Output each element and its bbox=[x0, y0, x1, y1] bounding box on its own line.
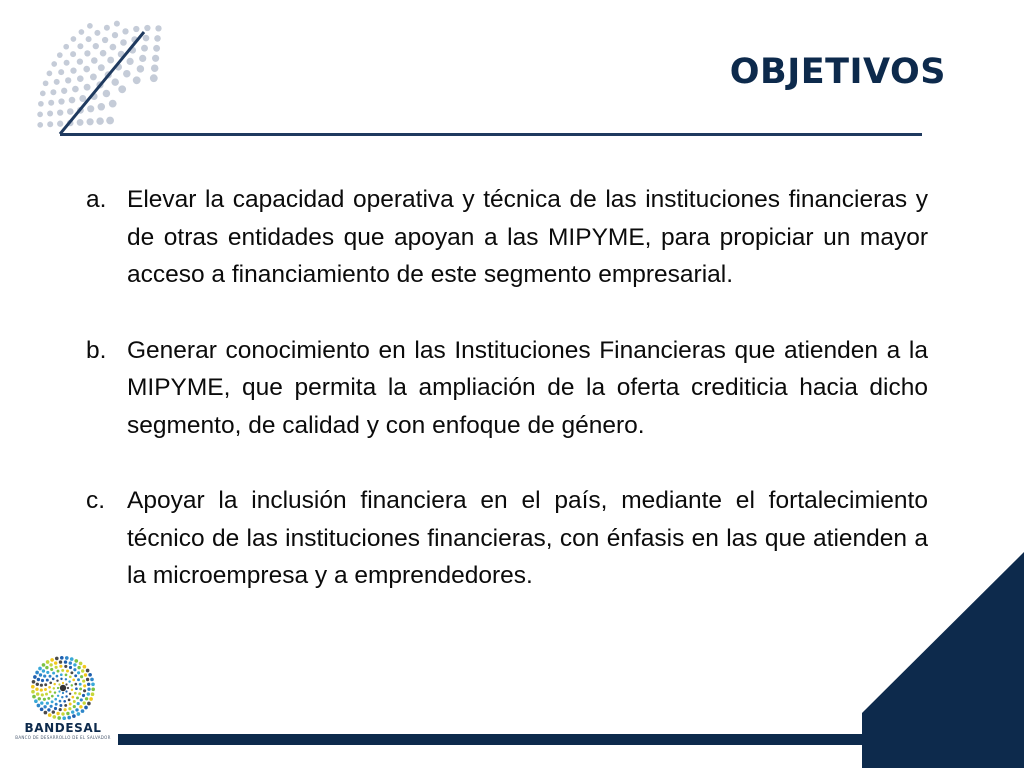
objective-text: Apoyar la inclusión financiera en el país, mediante el fortalecimiento técnico de las instituciones financieras, con énfasis en las que atienden a la microempresa y a emprendedores. bbox=[127, 487, 928, 589]
logo-dot bbox=[74, 683, 77, 686]
logo-dot bbox=[71, 689, 73, 691]
objective-marker: a. bbox=[86, 186, 107, 213]
logo-dot bbox=[68, 707, 71, 710]
logo-dot bbox=[43, 705, 46, 708]
objective-marker: b. bbox=[86, 336, 107, 364]
logo-dot bbox=[68, 699, 71, 702]
logo-dot bbox=[70, 657, 74, 661]
logo-dot bbox=[59, 704, 62, 707]
logo-dot bbox=[49, 681, 52, 684]
logo-dot bbox=[52, 678, 55, 681]
sunburst-logo-icon bbox=[26, 654, 100, 722]
logo-dot bbox=[75, 708, 78, 711]
logo-dot bbox=[69, 703, 72, 706]
logo-dot bbox=[73, 705, 76, 708]
logo-dot bbox=[57, 695, 59, 697]
logo-dot bbox=[64, 660, 67, 663]
logo-dot bbox=[78, 692, 81, 695]
logo-dot bbox=[54, 707, 57, 710]
logo-dot bbox=[35, 688, 38, 691]
logo-dot bbox=[36, 692, 39, 695]
logo-dot bbox=[44, 688, 47, 691]
logo-dot bbox=[88, 673, 92, 677]
logo-dot bbox=[46, 671, 49, 674]
logo-dot bbox=[84, 673, 87, 676]
logo-dot bbox=[39, 673, 42, 676]
logo-dot bbox=[44, 711, 48, 715]
logo-dot bbox=[73, 663, 76, 666]
logo-dot bbox=[61, 669, 64, 672]
logo-dot bbox=[91, 682, 95, 686]
logo-dot bbox=[60, 673, 63, 676]
logo-subtitle: BANCO DE DESARROLLO DE EL SALVADOR bbox=[15, 735, 111, 740]
logo-dot bbox=[50, 658, 54, 662]
logo-dot bbox=[46, 702, 49, 705]
logo-dot bbox=[69, 675, 72, 678]
logo-dot bbox=[91, 687, 95, 691]
logo-dot bbox=[52, 672, 55, 675]
logo-dot bbox=[66, 712, 69, 715]
logo-dot bbox=[82, 680, 85, 683]
logo-dot bbox=[56, 675, 59, 678]
logo-dot bbox=[38, 667, 42, 671]
logo-dot bbox=[45, 693, 48, 696]
logo-dot bbox=[79, 687, 82, 690]
logo-dot bbox=[83, 665, 87, 669]
logo-dot bbox=[31, 690, 35, 694]
logo-dot bbox=[80, 698, 83, 701]
logo-dot bbox=[32, 680, 36, 684]
logo-dot bbox=[77, 678, 80, 681]
logo-dot bbox=[37, 704, 41, 708]
logo-dot bbox=[35, 671, 39, 675]
logo-dot bbox=[79, 683, 82, 686]
logo-dot bbox=[89, 697, 93, 701]
logo-dot bbox=[55, 657, 59, 661]
logo-dot bbox=[74, 692, 77, 695]
logo-dot bbox=[50, 705, 53, 708]
logo-dot bbox=[74, 659, 78, 663]
logo-dot bbox=[81, 709, 85, 713]
logo-dot bbox=[83, 701, 86, 704]
logo-dot bbox=[81, 669, 84, 672]
logo-dot bbox=[86, 678, 89, 681]
logo-dot bbox=[64, 704, 67, 707]
logo-dot bbox=[79, 662, 83, 666]
logo-dot bbox=[58, 690, 60, 692]
logo-dot bbox=[69, 661, 72, 664]
logo-dot bbox=[58, 683, 60, 685]
logo-dot bbox=[71, 696, 74, 699]
logo-dot bbox=[65, 683, 67, 685]
logo-dot bbox=[74, 674, 77, 677]
logo-dot bbox=[73, 700, 76, 703]
logo-dot bbox=[86, 669, 90, 673]
logo-dot bbox=[65, 690, 67, 692]
logo-dot bbox=[48, 686, 51, 689]
logo-dot bbox=[60, 678, 62, 680]
logo-dot bbox=[41, 693, 44, 696]
logo-dot bbox=[70, 671, 73, 674]
logo-dot bbox=[60, 656, 64, 660]
logo-dot bbox=[71, 710, 74, 713]
logo-dot bbox=[71, 684, 73, 686]
logo-dot bbox=[59, 665, 62, 668]
logo-dot bbox=[61, 712, 64, 715]
logo-dot bbox=[54, 691, 56, 693]
logo-dot bbox=[46, 660, 50, 664]
logo-dot bbox=[87, 688, 90, 691]
logo-dot bbox=[67, 687, 69, 689]
logo-dot bbox=[87, 683, 90, 686]
logo-dot bbox=[69, 693, 71, 695]
logo-dot bbox=[51, 695, 54, 698]
logo-dot bbox=[65, 678, 67, 680]
logo-dot bbox=[54, 698, 57, 701]
logo-dot bbox=[41, 679, 44, 682]
logo-dot bbox=[43, 675, 46, 678]
logo-dot bbox=[63, 700, 66, 703]
logo-dot bbox=[51, 700, 54, 703]
logo-dot bbox=[40, 684, 43, 687]
logo-dot bbox=[62, 716, 66, 720]
logo-dot bbox=[48, 713, 52, 717]
logo-dot bbox=[44, 683, 47, 686]
logo-dot bbox=[49, 675, 52, 678]
logo-dot bbox=[64, 665, 67, 668]
logo-dot bbox=[55, 703, 58, 706]
logo-dot bbox=[57, 670, 60, 673]
logo-dot bbox=[87, 692, 90, 695]
logo-dot bbox=[50, 668, 53, 671]
logo-dot bbox=[68, 680, 70, 682]
logo-dot bbox=[77, 702, 80, 705]
logo-dot bbox=[65, 674, 68, 677]
logo-dot bbox=[64, 708, 67, 711]
logo-dot bbox=[40, 701, 43, 704]
logo-dot bbox=[42, 669, 45, 672]
logo-dot bbox=[49, 663, 52, 666]
logo-dot bbox=[67, 716, 71, 720]
logo-core bbox=[60, 685, 66, 691]
logo-dot bbox=[59, 708, 62, 711]
logo-dot bbox=[57, 716, 61, 720]
logo-dot bbox=[37, 678, 40, 681]
logo-dot bbox=[40, 707, 44, 711]
logo-dot bbox=[59, 660, 62, 663]
logo-dot bbox=[79, 705, 82, 708]
logo-dot bbox=[47, 708, 50, 711]
logo-dot bbox=[75, 687, 78, 690]
logo-dot bbox=[83, 689, 86, 692]
logo-dot bbox=[62, 682, 64, 684]
logo-dot bbox=[54, 661, 57, 664]
logo-dot bbox=[87, 702, 91, 706]
slide-title: OBJETIVOS bbox=[729, 52, 946, 92]
logo-dot bbox=[34, 699, 38, 703]
logo-dot bbox=[38, 697, 41, 700]
logo-dot bbox=[72, 679, 75, 682]
logo-dot bbox=[52, 710, 55, 713]
logo-dot bbox=[31, 685, 35, 689]
logo-dot bbox=[91, 692, 95, 696]
objective-marker: c. bbox=[86, 487, 106, 514]
objective-text: Generar conocimiento en las Instituciones Financieras que atienden a la MIPYME, que permita la ampliación de la oferta crediticia hacia dicho segmento, de calidad y con enfoque de género. bbox=[127, 336, 928, 439]
logo-dot bbox=[72, 714, 76, 718]
logo-dot bbox=[90, 678, 94, 682]
logo-dot bbox=[61, 696, 63, 698]
logo-dot bbox=[69, 666, 72, 669]
logo-dot bbox=[62, 692, 64, 694]
logo-dot bbox=[85, 697, 88, 700]
logo-dot bbox=[65, 695, 67, 697]
logo-dot bbox=[77, 666, 80, 669]
logo-dot bbox=[84, 706, 88, 710]
logo-dot bbox=[32, 695, 36, 699]
logo-dot bbox=[59, 700, 62, 703]
logo-dot bbox=[57, 687, 59, 689]
logo-dot bbox=[76, 696, 79, 699]
logo-dot bbox=[52, 715, 56, 719]
logo-dot bbox=[65, 656, 69, 660]
logo-dot bbox=[82, 694, 85, 697]
logo-dot bbox=[83, 684, 86, 687]
logo-dot bbox=[80, 675, 83, 678]
logo-name: BANDESAL bbox=[24, 721, 102, 735]
logo-dot bbox=[40, 689, 43, 692]
logo-dot bbox=[56, 712, 59, 715]
logo-dot bbox=[33, 675, 37, 679]
logo-dot bbox=[53, 683, 55, 685]
logo-dot bbox=[53, 687, 55, 689]
logo-dot bbox=[55, 666, 58, 669]
logo-dot bbox=[49, 691, 52, 694]
logo-dot bbox=[45, 666, 48, 669]
logo-dot bbox=[42, 663, 46, 667]
logo-dot bbox=[66, 670, 69, 673]
logo-dot bbox=[77, 671, 80, 674]
objective-text: Elevar la capacidad operativa y técnica de las instituciones financieras y de otras entidades que apoyan a las MIPYME, para propiciar un mayor acceso a financiamiento de este segmento empresarial. bbox=[127, 186, 928, 288]
logo-dot bbox=[43, 698, 46, 701]
logo-dot bbox=[56, 679, 58, 681]
logo-dot bbox=[36, 683, 39, 686]
logo-dot bbox=[47, 697, 50, 700]
logo-dot bbox=[46, 679, 49, 682]
logo-dot bbox=[77, 712, 81, 716]
logo-dot bbox=[73, 668, 76, 671]
bandesal-logo bbox=[14, 654, 112, 746]
